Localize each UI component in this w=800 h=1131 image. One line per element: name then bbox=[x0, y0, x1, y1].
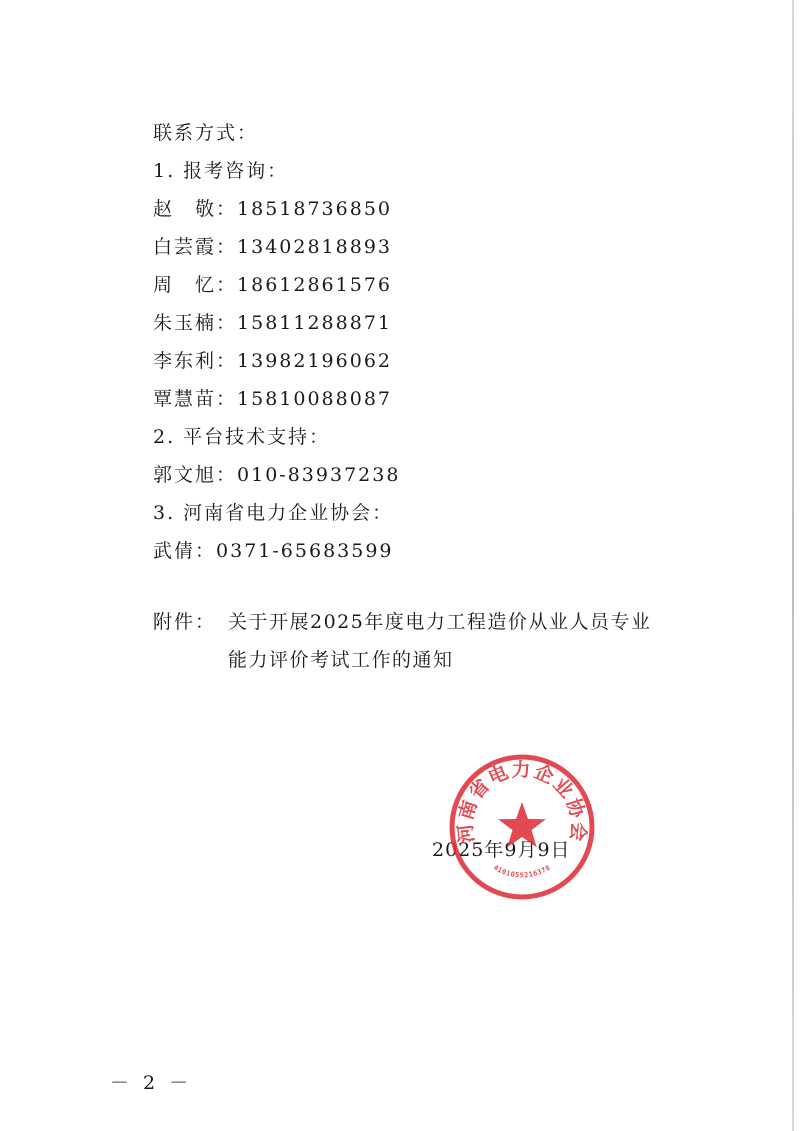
contact-phone: 18612861576 bbox=[237, 274, 393, 296]
attachment-title-line2: 能力评价考试工作的通知 bbox=[228, 649, 454, 671]
page-number: － 2 － bbox=[110, 1072, 193, 1094]
section-assoc-heading: 3. 河南省电力企业协会： bbox=[153, 502, 394, 524]
official-seal bbox=[447, 752, 597, 902]
attachment-label: 附件： bbox=[153, 611, 217, 633]
page-edge bbox=[792, 0, 794, 1131]
contact-name: 武倩 bbox=[153, 540, 196, 562]
contact-row: 武倩：0371-65683599 bbox=[153, 540, 394, 562]
contact-phone: 13982196062 bbox=[237, 350, 393, 372]
contact-name: 李东利 bbox=[153, 350, 217, 372]
contact-row: 朱玉楠：15811288871 bbox=[153, 312, 393, 334]
contact-name: 周 忆 bbox=[153, 274, 217, 296]
issue-date: 2025年9月9日 bbox=[432, 839, 571, 861]
seal-code: 4101055216378 bbox=[491, 863, 553, 880]
contact-row: 周 忆：18612861576 bbox=[153, 274, 393, 296]
contact-phone: 13402818893 bbox=[237, 236, 393, 258]
contact-heading: 联系方式： bbox=[153, 122, 259, 144]
contact-row: 覃慧苗：15810088087 bbox=[153, 388, 393, 410]
contact-name: 覃慧苗 bbox=[153, 388, 217, 410]
contact-name: 白芸霞 bbox=[153, 236, 217, 258]
contact-phone: 15811288871 bbox=[237, 312, 393, 334]
seal-star-icon bbox=[498, 802, 546, 847]
contact-row: 赵 敬：18518736850 bbox=[153, 198, 393, 220]
contact-name: 赵 敬 bbox=[153, 198, 217, 220]
attachment-title-line1: 关于开展2025年度电力工程造价从业人员专业 bbox=[228, 611, 652, 633]
contact-name: 郭文旭 bbox=[153, 464, 217, 486]
contact-row: 郭文旭：010-83937238 bbox=[153, 464, 401, 486]
contact-phone: 18518736850 bbox=[237, 198, 393, 220]
section-exam-heading: 1. 报考咨询： bbox=[153, 160, 289, 182]
seal-org-text: 河南省电力企业协会 bbox=[454, 759, 590, 845]
contact-phone: 0371-65683599 bbox=[216, 540, 394, 562]
section-tech-heading: 2. 平台技术支持： bbox=[153, 426, 331, 448]
contact-phone: 15810088087 bbox=[237, 388, 393, 410]
contact-phone: 010-83937238 bbox=[237, 464, 401, 486]
contact-name: 朱玉楠 bbox=[153, 312, 217, 334]
contact-row: 白芸霞：13402818893 bbox=[153, 236, 393, 258]
contact-row: 李东利：13982196062 bbox=[153, 350, 393, 372]
